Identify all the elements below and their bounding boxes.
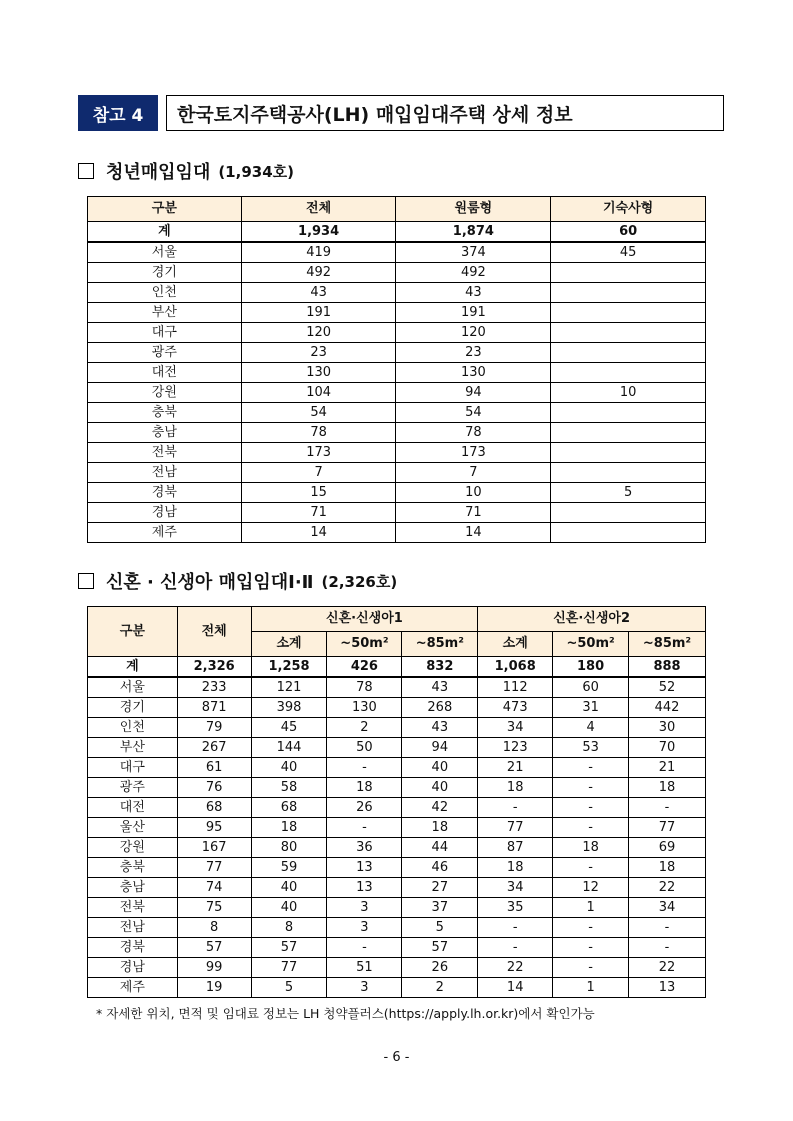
table-row xyxy=(88,818,706,838)
table-cell: 191 xyxy=(241,303,396,323)
table-cell: 68 xyxy=(177,798,251,818)
table-cell: 76 xyxy=(177,778,251,798)
table-cell: 43 xyxy=(402,718,478,738)
table-cell: 51 xyxy=(327,958,402,978)
table-row xyxy=(88,283,706,303)
table-cell: 37 xyxy=(402,898,478,918)
table-cell: 4 xyxy=(553,718,629,738)
table-row xyxy=(88,263,706,283)
table-cell: 경남 xyxy=(88,503,242,523)
table-cell: 267 xyxy=(177,738,251,758)
table-cell: 492 xyxy=(241,263,396,283)
table-cell: 71 xyxy=(241,503,396,523)
column-header: 구분 xyxy=(88,197,242,222)
table-cell: 제주 xyxy=(88,523,242,543)
table-cell: 전남 xyxy=(88,463,242,483)
table-row xyxy=(88,738,706,758)
table-cell: 36 xyxy=(327,838,402,858)
table-cell xyxy=(551,443,706,463)
table-cell: 10 xyxy=(396,483,551,503)
table-cell: 27 xyxy=(402,878,478,898)
table-row xyxy=(88,718,706,738)
table-cell: 78 xyxy=(396,423,551,443)
table-cell: 61 xyxy=(177,758,251,778)
table-cell: - xyxy=(327,938,402,958)
table-cell: 22 xyxy=(478,958,553,978)
table-cell: 233 xyxy=(177,677,251,698)
table-row xyxy=(88,677,706,698)
table-cell: 60 xyxy=(551,222,706,243)
table-cell: 1,874 xyxy=(396,222,551,243)
table-cell: 374 xyxy=(396,242,551,263)
table-cell: 31 xyxy=(553,698,629,718)
table-row xyxy=(88,303,706,323)
table-cell: 14 xyxy=(241,523,396,543)
table-row xyxy=(88,423,706,443)
table-cell: - xyxy=(553,958,629,978)
table-cell: 충남 xyxy=(88,878,178,898)
table-cell: - xyxy=(629,918,706,938)
table-cell xyxy=(551,343,706,363)
table-row xyxy=(88,323,706,343)
table-cell: 18 xyxy=(327,778,402,798)
table-cell: - xyxy=(553,918,629,938)
table-cell: 1,068 xyxy=(478,657,553,678)
table-cell: 871 xyxy=(177,698,251,718)
table-cell xyxy=(551,323,706,343)
table-cell: - xyxy=(629,938,706,958)
table-cell: 대구 xyxy=(88,758,178,778)
table-cell: 40 xyxy=(402,778,478,798)
table-cell: 173 xyxy=(396,443,551,463)
table-cell xyxy=(551,363,706,383)
table-cell: 35 xyxy=(478,898,553,918)
table-cell: 인천 xyxy=(88,718,178,738)
table-cell: 서울 xyxy=(88,242,242,263)
section1-title: 청년매입임대 xyxy=(106,162,211,183)
table-row xyxy=(88,463,706,483)
table-cell: 18 xyxy=(629,858,706,878)
table-cell: 3 xyxy=(327,978,402,998)
table-cell: 13 xyxy=(327,858,402,878)
table-cell: 5 xyxy=(251,978,327,998)
table-cell: 5 xyxy=(551,483,706,503)
table-cell: - xyxy=(478,938,553,958)
table-cell: 30 xyxy=(629,718,706,738)
table-cell: 71 xyxy=(396,503,551,523)
table-cell: 43 xyxy=(402,677,478,698)
column-header: 기숙사형 xyxy=(551,197,706,222)
table-cell: 60 xyxy=(553,677,629,698)
table-cell: 부산 xyxy=(88,738,178,758)
section1-count: (1,934호) xyxy=(218,162,294,181)
table-row xyxy=(88,403,706,423)
table-row xyxy=(88,383,706,403)
table-cell xyxy=(551,463,706,483)
table-cell: 888 xyxy=(629,657,706,678)
total-row xyxy=(88,657,706,678)
table-cell: 43 xyxy=(241,283,396,303)
table-cell: 173 xyxy=(241,443,396,463)
table-cell: 경북 xyxy=(88,483,242,503)
table-cell: 1,934 xyxy=(241,222,396,243)
table-cell: 서울 xyxy=(88,677,178,698)
table-cell: 121 xyxy=(251,677,327,698)
table-row xyxy=(88,523,706,543)
table-cell: 46 xyxy=(402,858,478,878)
table-cell: 충북 xyxy=(88,403,242,423)
table-cell: 26 xyxy=(327,798,402,818)
table-cell: 경남 xyxy=(88,958,178,978)
table-cell: 대전 xyxy=(88,798,178,818)
table-cell: 40 xyxy=(402,758,478,778)
total-row xyxy=(88,222,706,243)
table-cell: 12 xyxy=(553,878,629,898)
table-cell: 832 xyxy=(402,657,478,678)
table-cell: 울산 xyxy=(88,818,178,838)
table-cell: - xyxy=(553,758,629,778)
sub-header: 소계 xyxy=(251,632,327,657)
header-group1: 신혼·신생아1 xyxy=(251,607,478,632)
table-cell: 8 xyxy=(251,918,327,938)
table-cell: 15 xyxy=(241,483,396,503)
table-cell: 14 xyxy=(396,523,551,543)
table-cell: 45 xyxy=(251,718,327,738)
table-cell xyxy=(551,283,706,303)
table-cell: 2,326 xyxy=(177,657,251,678)
table-cell: 2 xyxy=(402,978,478,998)
reference-tag: 참고 4 xyxy=(78,95,158,131)
table-cell: - xyxy=(553,858,629,878)
table-cell: 13 xyxy=(629,978,706,998)
table-cell: 77 xyxy=(629,818,706,838)
table-cell: 75 xyxy=(177,898,251,918)
table-cell: 130 xyxy=(327,698,402,718)
checkbox-square-icon xyxy=(78,163,94,179)
checkbox-square-icon xyxy=(78,573,94,589)
table-cell: 492 xyxy=(396,263,551,283)
table-cell: 144 xyxy=(251,738,327,758)
table-cell: 1 xyxy=(553,978,629,998)
table-cell: 78 xyxy=(241,423,396,443)
youth-rental-table xyxy=(87,196,706,543)
table-row xyxy=(88,483,706,503)
table-cell: 경기 xyxy=(88,698,178,718)
table-cell: 43 xyxy=(396,283,551,303)
sub-header: ~50m² xyxy=(553,632,629,657)
page-title: 한국토지주택공사(LH) 매입임대주택 상세 정보 xyxy=(166,95,724,131)
table-cell: 57 xyxy=(177,938,251,958)
table-row xyxy=(88,798,706,818)
table-cell: 계 xyxy=(88,657,178,678)
table-cell: 77 xyxy=(251,958,327,978)
table-cell: 112 xyxy=(478,677,553,698)
section2-count: (2,326호) xyxy=(321,572,398,591)
table-cell: 99 xyxy=(177,958,251,978)
table-cell: 23 xyxy=(241,343,396,363)
table-cell: 대구 xyxy=(88,323,242,343)
sub-header: 소계 xyxy=(478,632,553,657)
table-cell: 54 xyxy=(241,403,396,423)
table-cell: 94 xyxy=(402,738,478,758)
table-cell: 13 xyxy=(327,878,402,898)
table-cell: 21 xyxy=(629,758,706,778)
table-row xyxy=(88,363,706,383)
table-cell: 40 xyxy=(251,758,327,778)
table-cell: 87 xyxy=(478,838,553,858)
table-cell: 제주 xyxy=(88,978,178,998)
table-cell: 계 xyxy=(88,222,242,243)
table-cell: 80 xyxy=(251,838,327,858)
table-cell: 5 xyxy=(402,918,478,938)
table-cell: 120 xyxy=(241,323,396,343)
table-cell: 50 xyxy=(327,738,402,758)
sub-header: ~85m² xyxy=(402,632,478,657)
table-cell: 18 xyxy=(629,778,706,798)
table-cell: 1,258 xyxy=(251,657,327,678)
table-cell: 18 xyxy=(251,818,327,838)
table-cell xyxy=(551,263,706,283)
sub-header: ~85m² xyxy=(629,632,706,657)
table-cell: 2 xyxy=(327,718,402,738)
column-header: 전체 xyxy=(241,197,396,222)
table-cell: 충남 xyxy=(88,423,242,443)
table-cell: 22 xyxy=(629,958,706,978)
table-cell: - xyxy=(553,778,629,798)
table-row xyxy=(88,958,706,978)
table-cell: 45 xyxy=(551,242,706,263)
section2-title: 신혼 · 신생아 매입임대Ⅰ·Ⅱ xyxy=(106,572,314,593)
table-cell: 전북 xyxy=(88,443,242,463)
sub-header: ~50m² xyxy=(327,632,402,657)
header-group2: 신혼·신생아2 xyxy=(478,607,706,632)
table-cell: - xyxy=(553,938,629,958)
table-cell: 419 xyxy=(241,242,396,263)
table-cell: 광주 xyxy=(88,778,178,798)
table-cell: 473 xyxy=(478,698,553,718)
table-cell: 경기 xyxy=(88,263,242,283)
table-cell: 인천 xyxy=(88,283,242,303)
table-cell xyxy=(551,303,706,323)
table-cell: 14 xyxy=(478,978,553,998)
table-row xyxy=(88,938,706,958)
table-cell: 18 xyxy=(478,778,553,798)
table-cell: 22 xyxy=(629,878,706,898)
table-cell: 40 xyxy=(251,898,327,918)
table-row xyxy=(88,978,706,998)
table-cell xyxy=(551,423,706,443)
table-cell: 전남 xyxy=(88,918,178,938)
header-total: 전체 xyxy=(177,607,251,657)
table-cell: 광주 xyxy=(88,343,242,363)
table-row xyxy=(88,503,706,523)
table-cell: 18 xyxy=(478,858,553,878)
page-number: - 6 - xyxy=(383,1050,410,1065)
table-cell: 34 xyxy=(478,718,553,738)
table-cell: 18 xyxy=(553,838,629,858)
table-cell: 40 xyxy=(251,878,327,898)
table-cell: - xyxy=(327,818,402,838)
table-cell: 경북 xyxy=(88,938,178,958)
table-cell: 21 xyxy=(478,758,553,778)
section1-heading xyxy=(78,158,294,184)
table-cell: 8 xyxy=(177,918,251,938)
column-header: 원룸형 xyxy=(396,197,551,222)
table-cell: 191 xyxy=(396,303,551,323)
table-row xyxy=(88,918,706,938)
table-cell xyxy=(551,503,706,523)
table-cell: 52 xyxy=(629,677,706,698)
table-cell: 54 xyxy=(396,403,551,423)
table-cell: 57 xyxy=(251,938,327,958)
table-cell: 42 xyxy=(402,798,478,818)
table-cell: 53 xyxy=(553,738,629,758)
section2-heading xyxy=(78,568,397,594)
table-cell: 19 xyxy=(177,978,251,998)
table-cell: 26 xyxy=(402,958,478,978)
table-cell: 78 xyxy=(327,677,402,698)
table-cell: 130 xyxy=(396,363,551,383)
table-cell: 77 xyxy=(478,818,553,838)
table-row xyxy=(88,443,706,463)
table-cell: - xyxy=(629,798,706,818)
table-cell: 95 xyxy=(177,818,251,838)
table-cell: 70 xyxy=(629,738,706,758)
table-cell: 104 xyxy=(241,383,396,403)
table-cell: 57 xyxy=(402,938,478,958)
table-cell: 426 xyxy=(327,657,402,678)
table-row xyxy=(88,878,706,898)
table-cell: 34 xyxy=(478,878,553,898)
table-cell: - xyxy=(478,918,553,938)
reference-header xyxy=(78,95,724,131)
table-cell: - xyxy=(553,798,629,818)
table-cell: 398 xyxy=(251,698,327,718)
table-cell: 68 xyxy=(251,798,327,818)
table-cell: 268 xyxy=(402,698,478,718)
table-row xyxy=(88,343,706,363)
table-cell xyxy=(551,523,706,543)
table-cell: 부산 xyxy=(88,303,242,323)
table-row xyxy=(88,838,706,858)
table-cell: 강원 xyxy=(88,383,242,403)
header-region: 구분 xyxy=(88,607,178,657)
table-row xyxy=(88,698,706,718)
table-cell: 69 xyxy=(629,838,706,858)
table-cell xyxy=(551,403,706,423)
table-row xyxy=(88,778,706,798)
table-cell: 3 xyxy=(327,898,402,918)
table-cell: - xyxy=(327,758,402,778)
footnote: * 자세한 위치, 면적 및 임대료 정보는 LH 청약플러스(https://apply.lh.or.kr)에서 확인가능 xyxy=(96,1006,595,1021)
table-cell: 94 xyxy=(396,383,551,403)
table-cell: 44 xyxy=(402,838,478,858)
table-cell: 7 xyxy=(396,463,551,483)
table-cell: 1 xyxy=(553,898,629,918)
table-cell: 18 xyxy=(402,818,478,838)
table-cell: 7 xyxy=(241,463,396,483)
table-cell: 79 xyxy=(177,718,251,738)
table-cell: 77 xyxy=(177,858,251,878)
table-row xyxy=(88,898,706,918)
table-cell: 23 xyxy=(396,343,551,363)
table-cell: 3 xyxy=(327,918,402,938)
newlywed-rental-table xyxy=(87,606,706,998)
table-cell: 전북 xyxy=(88,898,178,918)
table-cell: 59 xyxy=(251,858,327,878)
table-cell: 442 xyxy=(629,698,706,718)
table-cell: 대전 xyxy=(88,363,242,383)
table-cell: 167 xyxy=(177,838,251,858)
table-cell: 123 xyxy=(478,738,553,758)
table-cell: 130 xyxy=(241,363,396,383)
table-cell: - xyxy=(478,798,553,818)
table-cell: 충북 xyxy=(88,858,178,878)
table-cell: 10 xyxy=(551,383,706,403)
table-cell: 180 xyxy=(553,657,629,678)
table-cell: 74 xyxy=(177,878,251,898)
table-row xyxy=(88,858,706,878)
table-cell: 34 xyxy=(629,898,706,918)
table-cell: 58 xyxy=(251,778,327,798)
table-row xyxy=(88,758,706,778)
table-cell: 120 xyxy=(396,323,551,343)
table-row xyxy=(88,242,706,263)
table-cell: - xyxy=(553,818,629,838)
table-cell: 강원 xyxy=(88,838,178,858)
